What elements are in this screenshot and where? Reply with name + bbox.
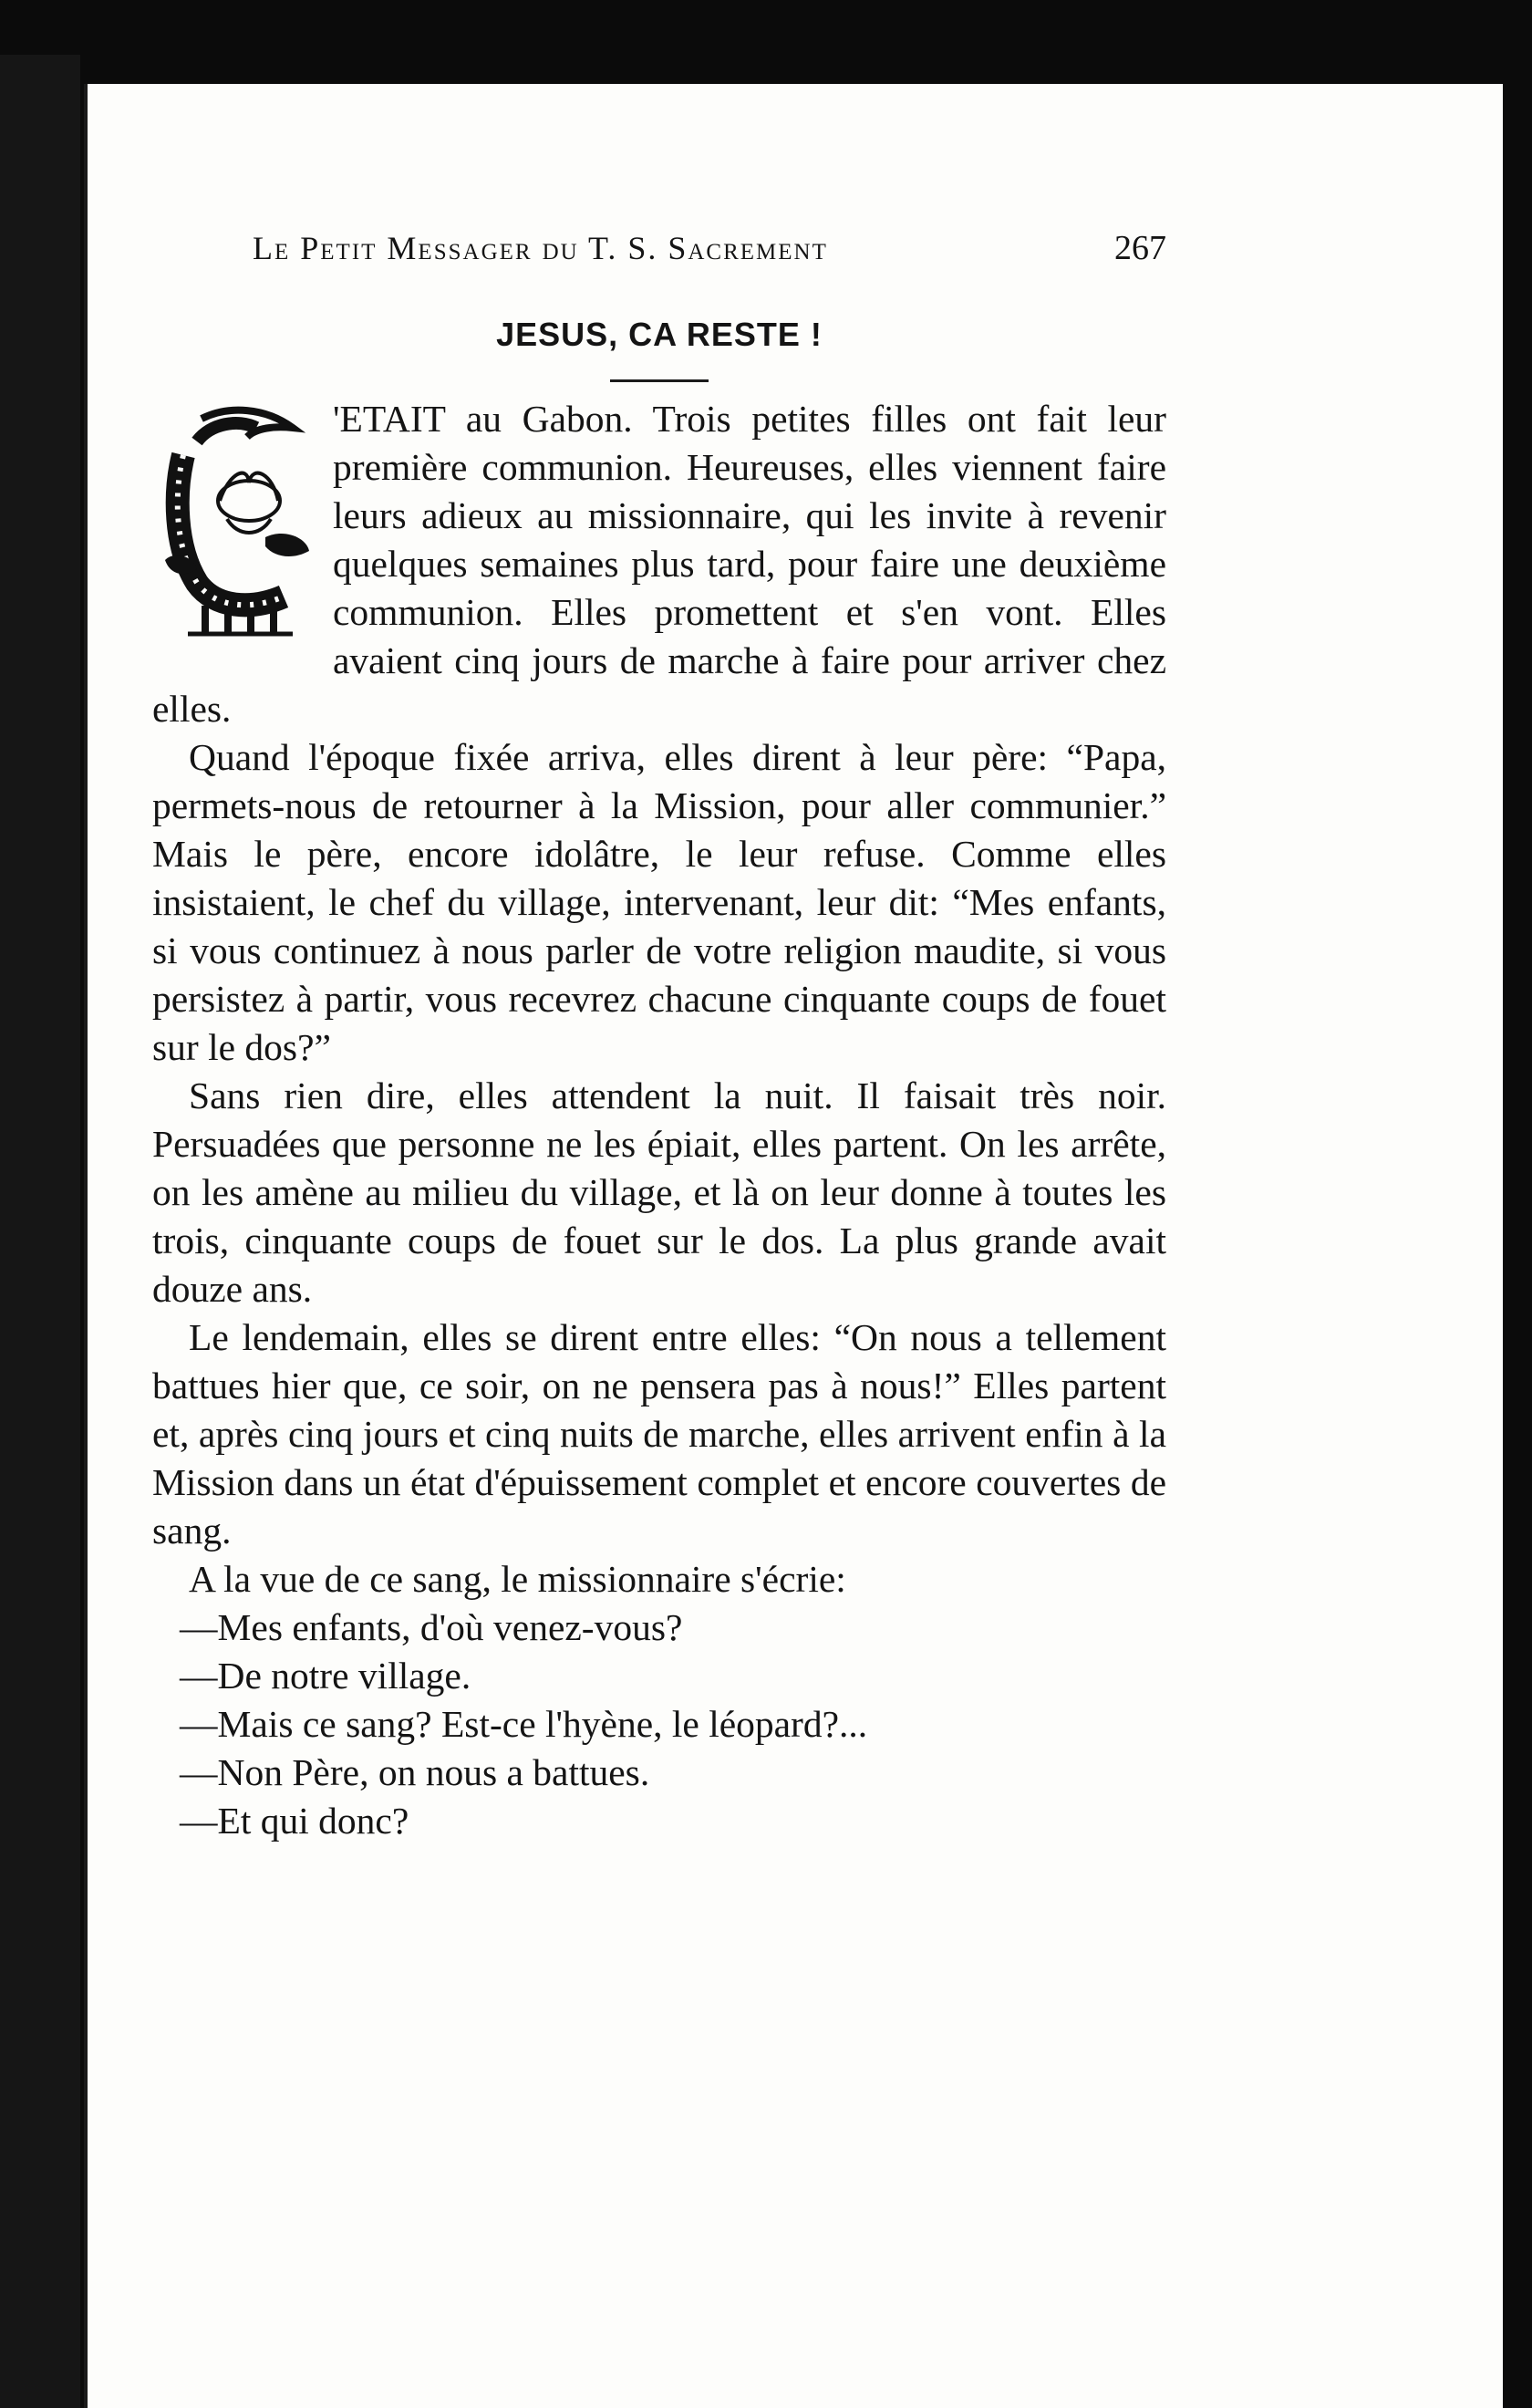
article-body — [147, 395, 1166, 1845]
dropcap-letter: C — [147, 400, 148, 401]
article-title: JESUS, CA RESTE ! — [496, 316, 823, 353]
paragraph-3: Sans rien dire, elles attendent la nuit. Il faisait très noir. Persuadées que personne ne les épiait, elles partent. On les arrête, on les amène au milieu du village, et là on leur donne à toutes les trois, cinquante coups de fouet sur le dos. La plus grande avait douze ans. — [152, 1074, 1166, 1310]
paragraph-1: 'ETAIT au Gabon. Trois petites filles ont fait leur première communion. Heureuses, elles viennent faire leurs adieux au missionnaire, qui les invite à revenir quelques semaines plus tard, pour faire une deuxième communion. Elles promettent et s'en vont. Elles avaient cinq jours de marche à faire pour arriver chez elles. — [152, 398, 1166, 730]
running-head-title: Le Petit Messager du T. S. Sacrement — [253, 230, 828, 266]
paragraph-4: Le lendemain, elles se dirent entre elles: “On nous a tellement battues hier que, ce soir, on ne pensera pas à nous!” Elles partent et, après cinq jours et cinq nuits de marche, elles arrivent enfin à la Mission dans un état d'épuissement complet et encore couvertes de sang. — [152, 1316, 1166, 1552]
dialogue-line-2: —De notre village. — [180, 1655, 471, 1697]
dialogue-line-3: —Mais ce sang? Est-ce l'hyène, le léopard?... — [180, 1703, 868, 1745]
page-text-block — [147, 228, 1166, 1845]
paragraph-2: Quand l'époque fixée arriva, elles dirent à leur père: “Papa, permets-nous de retourner à la Mission, pour aller communier.” Mais le père, encore idolâtre, le leur refuse. Comme elles insistaient, le chef du village, intervenant, leur dit: “Mes enfants, si vous continuez à nous parler de votre religion maudite, si vous persistez à partir, vous recevrez chacune cinquante coups de fouet sur le dos?” — [152, 736, 1166, 1068]
page-number: 267 — [1114, 229, 1166, 267]
ornamental-dropcap-c — [147, 400, 318, 638]
paragraph-5: A la vue de ce sang, le missionnaire s'écrie: — [189, 1558, 846, 1600]
dialogue-line-4: —Non Père, on nous a battues. — [180, 1751, 650, 1793]
dialogue-line-1: —Mes enfants, d'où venez-vous? — [180, 1606, 683, 1648]
dialogue-line-5: —Et qui donc? — [180, 1800, 409, 1842]
running-head — [253, 228, 1166, 268]
title-rule — [610, 379, 709, 382]
book-spine-shadow — [0, 55, 80, 2408]
